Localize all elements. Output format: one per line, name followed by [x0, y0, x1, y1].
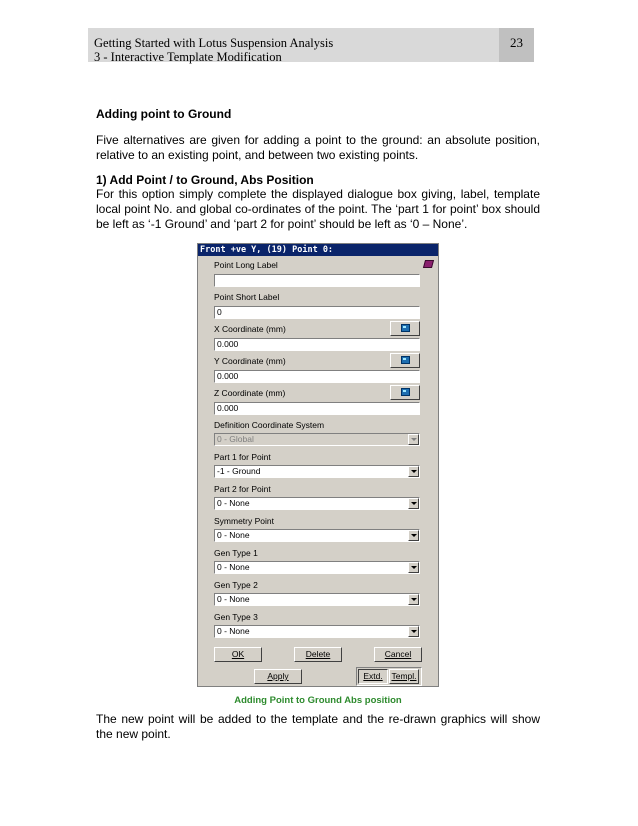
- z-coordinate-input[interactable]: 0.000: [214, 402, 420, 415]
- y-pick-button[interactable]: [390, 353, 420, 368]
- symmetry-point-value: 0 - None: [217, 530, 250, 540]
- y-coordinate-label: Y Coordinate (mm): [214, 356, 286, 366]
- mode-button-group: [356, 667, 422, 686]
- x-pick-button[interactable]: [390, 321, 420, 336]
- figure-caption: Adding Point to Ground Abs position: [234, 695, 402, 706]
- intro-paragraph: Five alternatives are given for adding a point to the ground: an absolute position, relative to an existing point, and between two existing points.: [96, 133, 540, 162]
- gen-type-2-value: 0 - None: [217, 594, 250, 604]
- point-short-label-label: Point Short Label: [214, 292, 280, 302]
- delete-button[interactable]: Delete: [294, 647, 342, 662]
- gen-type-1-select[interactable]: [214, 561, 420, 574]
- page-number: 23: [499, 28, 534, 62]
- part2-value: 0 - None: [217, 498, 250, 508]
- page-header: [88, 28, 534, 62]
- z-coordinate-label: Z Coordinate (mm): [214, 388, 286, 398]
- point-short-label-input[interactable]: 0: [214, 306, 420, 319]
- dialog-title-bar: Front +ve Y, (19) Point 0:: [198, 244, 438, 256]
- pick-coordinate-icon: [401, 356, 410, 364]
- gen-type-3-value: 0 - None: [217, 626, 250, 636]
- symmetry-point-select[interactable]: [214, 529, 420, 542]
- gen-type-3-select[interactable]: [214, 625, 420, 638]
- z-pick-button[interactable]: [390, 385, 420, 400]
- apply-button[interactable]: Apply: [254, 669, 302, 684]
- section-title: Adding point to Ground: [96, 107, 232, 121]
- chevron-down-icon[interactable]: [408, 594, 419, 605]
- definition-coordinate-system-select: [214, 433, 420, 446]
- part1-select[interactable]: [214, 465, 420, 478]
- gen-type-2-label: Gen Type 2: [214, 580, 258, 590]
- chevron-down-icon[interactable]: [408, 530, 419, 541]
- ok-button[interactable]: OK: [214, 647, 262, 662]
- extd-button[interactable]: Extd.: [358, 669, 388, 684]
- definition-coordinate-system-value: 0 - Global: [217, 434, 254, 444]
- book-icon[interactable]: [423, 260, 434, 268]
- pick-coordinate-icon: [401, 388, 410, 396]
- header-title: Getting Started with Lotus Suspension Analysis: [94, 36, 334, 50]
- gen-type-1-label: Gen Type 1: [214, 548, 258, 558]
- part1-label: Part 1 for Point: [214, 452, 271, 462]
- chevron-down-icon[interactable]: [408, 626, 419, 637]
- part1-value: -1 - Ground: [217, 466, 261, 476]
- gen-type-1-value: 0 - None: [217, 562, 250, 572]
- subsection-paragraph: For this option simply complete the displayed dialogue box giving, label, template local point No. and global co-ordinates of the point. The ‘part 1 for point’ box should be left as ‘-1 Ground’ and ‘part 2 for point’ should be left as ‘0 – None’.: [96, 187, 540, 231]
- point-long-label-label: Point Long Label: [214, 260, 278, 270]
- pick-coordinate-icon: [401, 324, 410, 332]
- chevron-down-icon: [408, 434, 419, 445]
- closing-paragraph: The new point will be added to the template and the re-drawn graphics will show the new point.: [96, 712, 540, 741]
- chevron-down-icon[interactable]: [408, 562, 419, 573]
- chevron-down-icon[interactable]: [408, 498, 419, 509]
- y-coordinate-input[interactable]: 0.000: [214, 370, 420, 383]
- point-long-label-input[interactable]: [214, 274, 420, 287]
- definition-coordinate-system-label: Definition Coordinate System: [214, 420, 325, 430]
- gen-type-2-select[interactable]: [214, 593, 420, 606]
- cancel-button[interactable]: Cancel: [374, 647, 422, 662]
- subsection-title: 1) Add Point / to Ground, Abs Position: [96, 173, 314, 187]
- x-coordinate-input[interactable]: 0.000: [214, 338, 420, 351]
- chevron-down-icon[interactable]: [408, 466, 419, 477]
- part2-select[interactable]: [214, 497, 420, 510]
- symmetry-point-label: Symmetry Point: [214, 516, 274, 526]
- gen-type-3-label: Gen Type 3: [214, 612, 258, 622]
- part2-label: Part 2 for Point: [214, 484, 271, 494]
- x-coordinate-label: X Coordinate (mm): [214, 324, 286, 334]
- point-dialog: [197, 243, 439, 687]
- templ-button[interactable]: Templ.: [389, 669, 419, 684]
- header-chapter: 3 - Interactive Template Modification: [94, 50, 282, 64]
